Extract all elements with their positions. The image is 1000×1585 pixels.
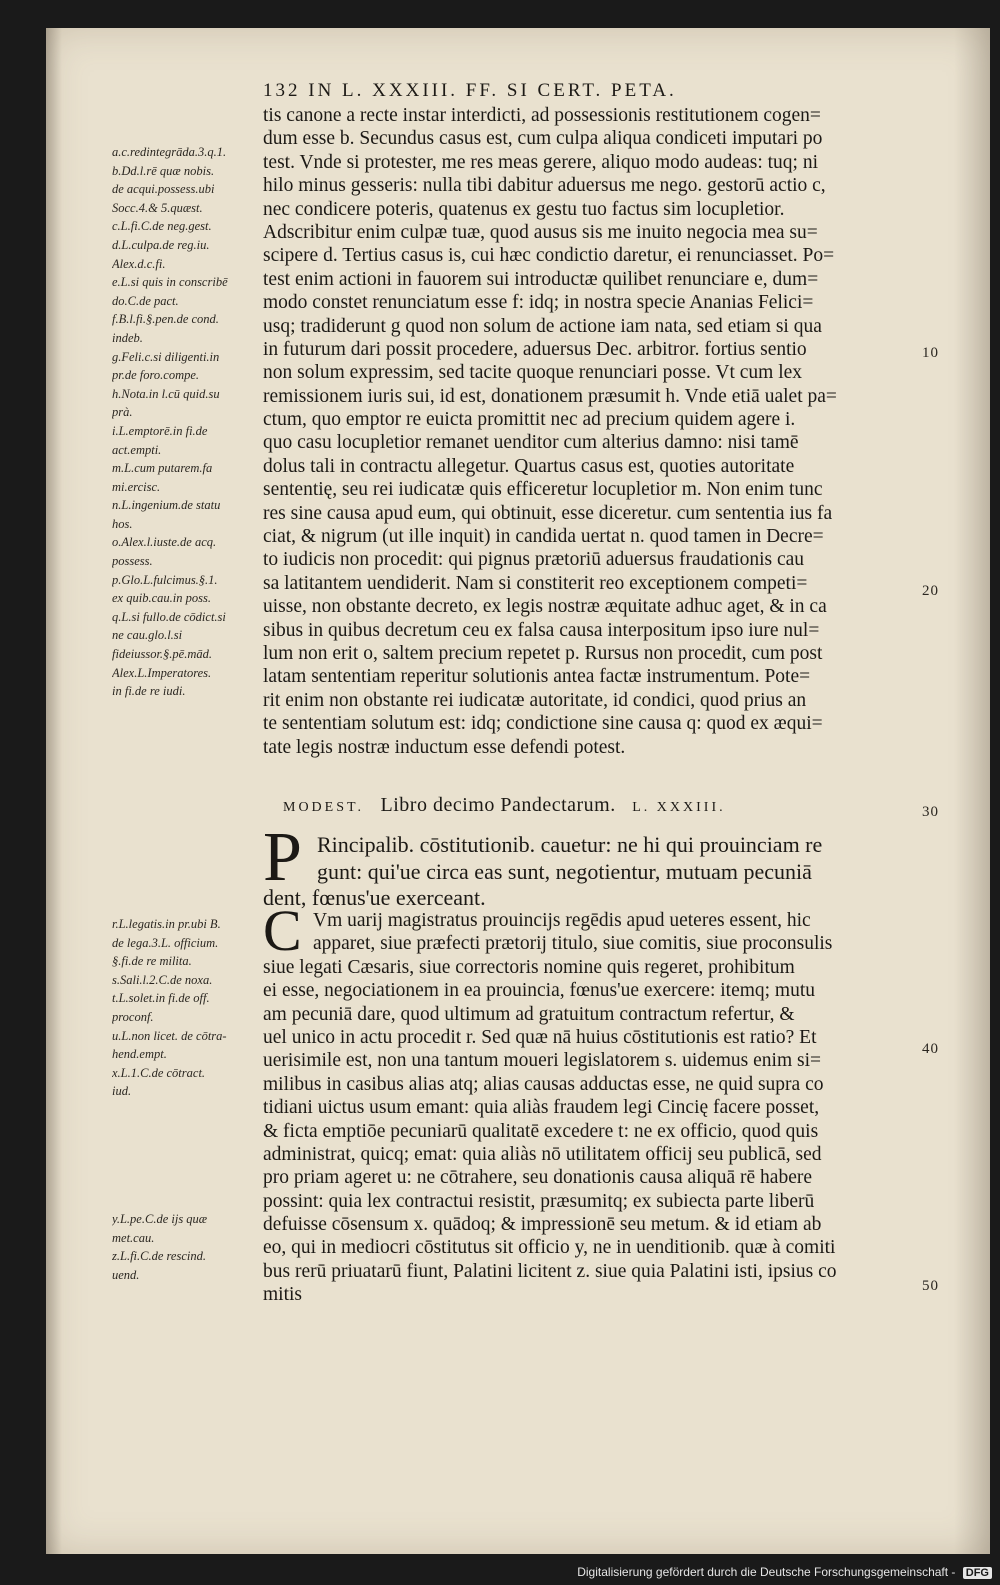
margin-note: d.L.culpa.de reg.iu. bbox=[112, 237, 210, 252]
text-line: dent, fœnus'ue exerceant. bbox=[263, 885, 486, 910]
text-line: eo, qui in mediocri cōstitutus sit officio y, ne in uenditionib. quæ à comiti bbox=[263, 1237, 836, 1259]
text-line: Vm uarij magistratus prouincijs regēdis apud ueteres essent, hic bbox=[313, 910, 811, 931]
margin-note: g.Feli.c.si diligenti.in bbox=[112, 349, 220, 364]
text-line: scipere d. Tertius casus is, cui hæc condictio daretur, ei renunciasset. Po= bbox=[263, 245, 835, 267]
line-number-10: 10 bbox=[922, 345, 939, 361]
margin-note: hend.empt. bbox=[112, 1047, 167, 1062]
margin-note: de acqui.possess.ubi bbox=[112, 182, 215, 197]
text-line: lum non erit o, saltem precium repetet p. Rursus non procedit, cum post bbox=[263, 642, 823, 664]
text-line: tis canone a recte instar interdicti, ad possessionis restitutionem cogen= bbox=[263, 105, 821, 126]
margin-note: u.L.non licet. de cōtra- bbox=[112, 1028, 227, 1043]
margin-note: act.empti. bbox=[112, 442, 162, 457]
margin-note: mi.ercisc. bbox=[112, 479, 161, 494]
text-line: ciat, & nigrum (ut ille inquit) in candida uertat n. quod tamen in Decre= bbox=[263, 526, 824, 548]
digitization-footer bbox=[577, 1565, 992, 1579]
margin-notes-bottom bbox=[112, 915, 312, 1101]
margin-note: Alex.L.Imperatores. bbox=[112, 665, 212, 680]
text-line: test enim actioni in fauorem sui introductæ quilibet renunciare e, dum= bbox=[263, 268, 819, 290]
margin-note: hos. bbox=[112, 516, 133, 531]
running-header: 132 IN L. XXXIII. FF. SI CERT. PETA. bbox=[263, 80, 677, 101]
margin-note: o.Alex.l.iuste.de acq. bbox=[112, 535, 217, 550]
text-line: test. Vnde si protester, me res meas gerere, aliquo modo audeas: tuq; ni bbox=[263, 151, 818, 173]
margin-note: m.L.cum putarem.fa bbox=[112, 461, 213, 476]
margin-note: a.c.redintegrāda.3.q.1. bbox=[112, 145, 227, 159]
rubric-author: MODEST. bbox=[283, 800, 365, 815]
lex-drop-capital: P bbox=[263, 819, 302, 896]
text-line: sibus in quibus decretum ceu ex falsa causa interpositum ipso iure nul= bbox=[263, 619, 820, 641]
margin-notes-top bbox=[112, 143, 312, 701]
text-line: remissionem iuris sui, id est, donationem præsumit h. Vnde etiā ualet pa= bbox=[263, 385, 837, 407]
margin-note: y.L.pe.C.de ijs quæ bbox=[112, 1212, 208, 1226]
text-line: defuisse cōsensum x. quādoq; & impressionē seu metum. & id etiam ab bbox=[263, 1214, 822, 1236]
text-line: bus rerū priuatarū fiunt, Palatini licitent z. siue quia Palatini isti, ipsius co bbox=[263, 1260, 837, 1282]
dfg-logo: DFG bbox=[963, 1567, 992, 1579]
text-line: to iudicis non procedit: qui pignus prætoriū aduersus fraudationis cau bbox=[263, 549, 805, 571]
text-line: siue legati Cæsaris, siue correctoris nomine quis regeret, prohibitum bbox=[263, 956, 795, 978]
page-gutter-shadow bbox=[46, 28, 62, 1554]
lex-rubric bbox=[283, 794, 923, 817]
margin-note: do.C.de pact. bbox=[112, 293, 179, 308]
text-line: dolus tali in contractu allegetur. Quartus casus est, quoties autoritate bbox=[263, 455, 795, 477]
text-line: modo constet renunciatum esse f: idq; in nostra specie Ananias Felici= bbox=[263, 292, 814, 314]
text-line: milibus in casibus alias atq; alias causas adductas esse, ne quid supra co bbox=[263, 1073, 824, 1095]
margin-note: z.L.fi.C.de rescind. bbox=[112, 1249, 206, 1264]
lex-text-block bbox=[263, 832, 913, 912]
text-line: apparet, siue præfecti prætorij titulo, siue comitis, siue proconsulis bbox=[313, 933, 833, 955]
margin-note: Alex.d.c.fi. bbox=[112, 256, 166, 271]
margin-note: ne cau.glo.l.si bbox=[112, 628, 183, 643]
text-line: possint: quia lex contractui resistit, præsumitq; ex subiecta parte liberū bbox=[263, 1190, 815, 1212]
margin-note: e.L.si quis in conscribē bbox=[112, 275, 228, 290]
margin-note: uend. bbox=[112, 1267, 140, 1282]
margin-note: x.L.1.C.de cōtract. bbox=[112, 1065, 206, 1080]
text-line: gunt: qui'ue circa eas sunt, negotientur, mutuam pecuniā bbox=[317, 858, 812, 884]
text-line: tate legis nostræ inductum esse defendi potest. bbox=[263, 736, 626, 758]
margin-note: indeb. bbox=[112, 330, 143, 345]
footer-text: Digitalisierung gefördert durch die Deutsche Forschungsgemeinschaft - bbox=[577, 1565, 956, 1579]
text-line: te sententiam solutum est: idq; condictione sine causa q: quod ex æqui= bbox=[263, 713, 823, 735]
text-line: Rincipalib. cōstitutionib. cauetur: ne hi qui prouinciam re bbox=[317, 832, 823, 857]
margin-note: prà. bbox=[112, 405, 133, 420]
text-line: rit enim non obstante rei iudicatæ autoritate, id condici, quod prius an bbox=[263, 689, 807, 711]
line-number-40: 40 bbox=[922, 1041, 939, 1057]
margin-note: in fi.de re iudi. bbox=[112, 684, 186, 699]
line-number-30: 30 bbox=[922, 804, 939, 820]
text-line: am pecuniā dare, quod ultimum ad gratuitum contractum refertur, & bbox=[263, 1003, 795, 1025]
margin-note: q.L.si fullo.de cōdict.si bbox=[112, 609, 226, 624]
text-line: hilo minus gesseris: nulla tibi dabitur aduersus me nego. gestorū actio c, bbox=[263, 175, 826, 197]
margin-note: f.B.l.fi.§.pen.de cond. bbox=[112, 312, 219, 327]
text-line: ctum, quo emptor re euicta promittit nec ad precium quidem agere i. bbox=[263, 409, 796, 431]
commentary-drop-capital: C bbox=[263, 898, 302, 963]
margin-note: b.Dd.l.rē quæ nobis. bbox=[112, 163, 215, 178]
margin-note: possess. bbox=[112, 554, 153, 569]
margin-note: Socc.4.& 5.quæst. bbox=[112, 200, 203, 215]
text-line: sententię, seu rei iudicatæ quis efficeretur locupletior m. Non enim tunc bbox=[263, 479, 823, 501]
text-line: quo casu locupletior remanet uenditor cum alterius damno: nisi tamē bbox=[263, 432, 799, 454]
text-line: administrat, quicq; emat: quia aliàs nō utilitatem officij seu publicā, sed bbox=[263, 1143, 822, 1165]
text-line: Adscribitur enim culpæ tuæ, quod ausus sis me inuito negocia mea su= bbox=[263, 221, 818, 243]
text-line: & ficta emptiōe pecuniarū qualitatē excedere t: ne ex officio, quod quis bbox=[263, 1120, 819, 1142]
text-line: usq; tradiderunt g quod non solum de actione iam nata, sed etiam si qua bbox=[263, 315, 822, 337]
margin-note: p.Glo.L.fulcimus.§.1. bbox=[112, 572, 218, 587]
page-edge-shadow bbox=[954, 28, 990, 1554]
text-line: dum esse b. Secundus casus est, cum culpa aliqua condiceti imputari po bbox=[263, 128, 823, 150]
line-number-20: 20 bbox=[922, 583, 939, 599]
text-line: uisse, non obstante decreto, ex legis nostræ æquitate adhuc aget, & in ca bbox=[263, 596, 827, 618]
text-line: sa latitantem uendiderit. Nam si constiterit reo exceptionem competi= bbox=[263, 572, 808, 594]
text-line: nec condicere poteris, quatenus ex gestu tuo factus sim locupletior. bbox=[263, 198, 785, 220]
margin-note: c.L.fi.C.de neg.gest. bbox=[112, 219, 212, 234]
margin-note: h.Nota.in l.cū quid.su bbox=[112, 386, 220, 401]
margin-note: t.L.solet.in fi.de off. bbox=[112, 991, 210, 1006]
margin-note: ex quib.cau.in poss. bbox=[112, 591, 211, 606]
text-line: latam sententiam reperitur solutionis antea factæ instrumentum. Pote= bbox=[263, 666, 811, 688]
margin-note: pr.de foro.compe. bbox=[112, 368, 200, 383]
margin-note: iud. bbox=[112, 1084, 132, 1099]
margin-note: s.Sali.l.2.C.de noxa. bbox=[112, 972, 213, 987]
text-line: uerisimile est, non una tantum moueri legislatorem s. uidemus enim si= bbox=[263, 1050, 821, 1072]
text-line: pro priam ageret u: ne cōtrahere, seu donationis causa aliquā rē habere bbox=[263, 1167, 812, 1189]
line-number-50: 50 bbox=[922, 1278, 939, 1294]
text-line: mitis bbox=[263, 1284, 303, 1306]
margin-note: §.fi.de re milita. bbox=[112, 954, 192, 969]
margin-note: fideiussor.§.pē.mād. bbox=[112, 647, 212, 662]
text-line: res sine causa apud eum, qui obtinuit, esse diceretur. cum sententia ius fa bbox=[263, 502, 833, 524]
text-line: tidiani uictus usum emant: quia aliàs fraudem legi Cincię facere posset, bbox=[263, 1097, 820, 1119]
margin-note: n.L.ingenium.de statu bbox=[112, 498, 221, 513]
margin-note: proconf. bbox=[112, 1009, 154, 1024]
rubric-lex: L. XXXIII. bbox=[632, 800, 726, 815]
text-line: ei esse, negociationem in ea prouincia, fœnus'ue exercere: itemq; mutu bbox=[263, 980, 816, 1002]
text-line: uel unico in actu procedit r. Sed quæ nā huius cōstitutionis est ratio? Et bbox=[263, 1026, 817, 1048]
commentary-text-block bbox=[263, 909, 913, 1307]
margin-note: de lega.3.L. officium. bbox=[112, 935, 219, 950]
text-line: non solum expressim, sed tacite quoque renunciari posse. Vt cum lex bbox=[263, 362, 803, 384]
margin-note: r.L.legatis.in pr.ubi B. bbox=[112, 917, 221, 931]
text-line: in futurum dari possit procedere, aduersus Dec. arbitror. fortius sentio bbox=[263, 338, 807, 360]
margin-note: i.L.emptorē.in fi.de bbox=[112, 423, 208, 438]
main-text-block bbox=[263, 104, 913, 759]
margin-note: met.cau. bbox=[112, 1230, 155, 1245]
margin-notes-last bbox=[112, 1210, 312, 1284]
rubric-text: Libro decimo Pandectarum. bbox=[380, 794, 616, 816]
